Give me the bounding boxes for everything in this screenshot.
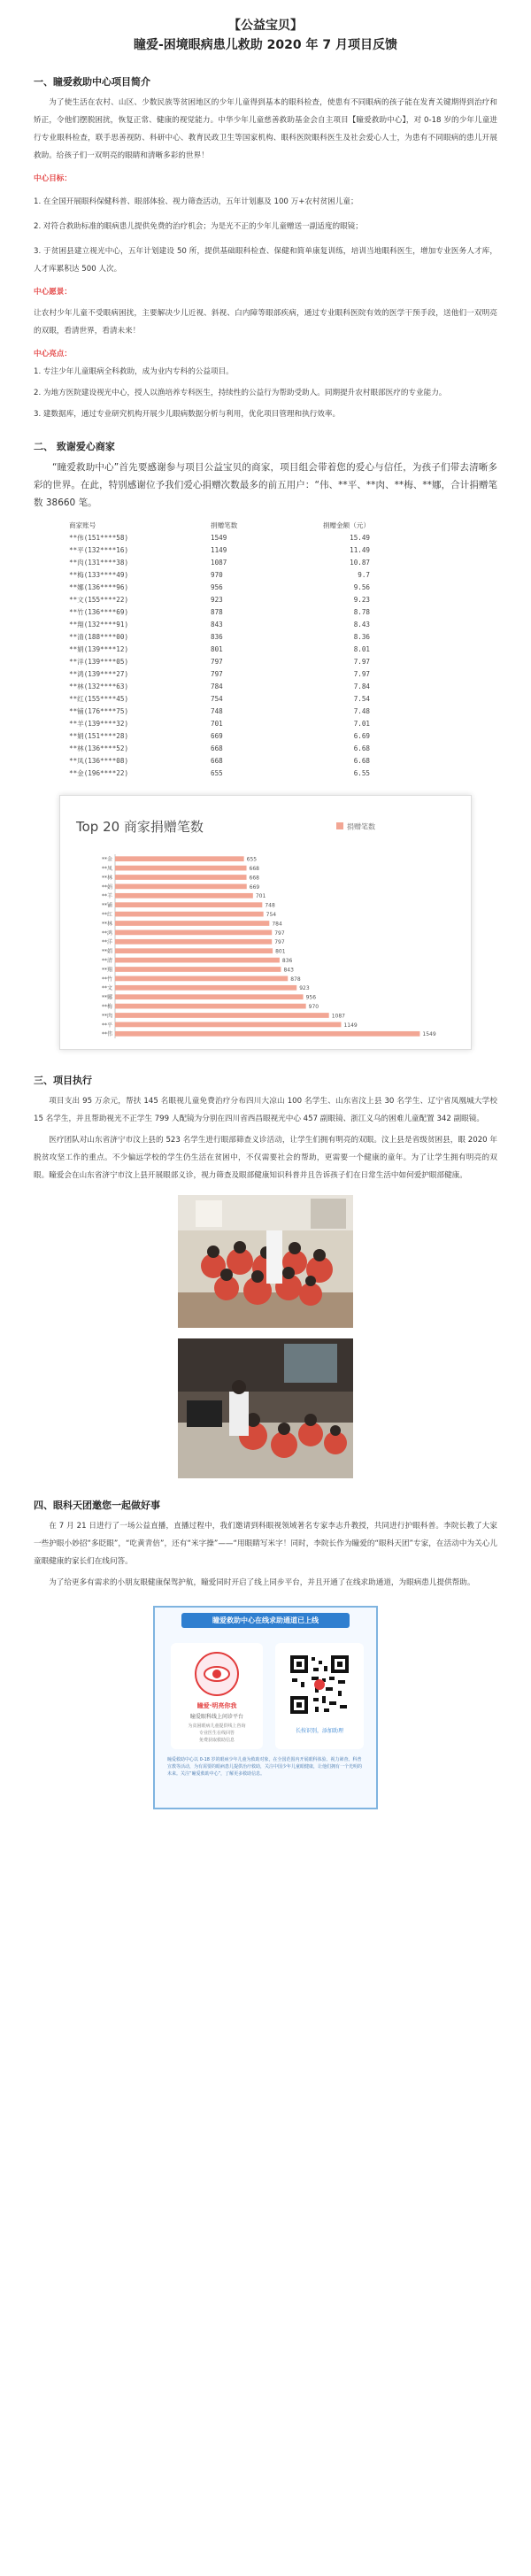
donor-account: **平(132****16) (69, 545, 129, 554)
donation-amount: 6.69 (353, 731, 370, 740)
table-row (69, 605, 370, 618)
donation-amount: 15.49 (350, 533, 370, 542)
donation-amount: 8.78 (353, 607, 370, 616)
bar (115, 856, 244, 861)
table-row (69, 568, 370, 581)
category-label: **平 (101, 1022, 112, 1029)
donation-count: 754 (211, 694, 223, 703)
table-row (69, 618, 370, 630)
category-label: **鸿 (101, 929, 112, 937)
poster-left-card (171, 1643, 263, 1749)
legend-swatch (336, 822, 343, 829)
category-label: **林 (101, 875, 112, 882)
category-label: **羊 (101, 893, 112, 900)
bar (115, 1022, 341, 1028)
donation-amount: 7.54 (353, 694, 370, 703)
donor-account: **娟(139****12) (69, 644, 129, 653)
bar (115, 884, 247, 890)
category-label: **金 (101, 856, 112, 863)
donor-account: **文(155****22) (69, 595, 129, 604)
thanks-paragraph: “瞳爱救助中心”首先要感谢参与项目公益宝贝的商家，项目组会带着您的爱心与信任，为孩子们带去清晰多彩的世界。在此，特别感谢位予我们爱心捐赠次数最多的前五用户：“伟、**平、**肉、**梅、**娜，合计捐赠笔数 38660 笔。 (34, 462, 497, 508)
poster-footer: 瞳爱救助中心以 0-18 岁的眼病少年儿童为救助对象，在全国范围内开展眼科体验、视力筛查、科普宣教等活动，为有需要的眼病患儿提供治疗救助，关注中国少年儿童眼健康，让他们拥有一个光明的未来。关注“瞳爱救助中心”，了解更多救助信息。 (167, 1757, 363, 1777)
donation-count: 784 (211, 682, 223, 690)
donor-account: **娜(136****96) (69, 582, 129, 591)
donation-amount: 6.68 (353, 756, 370, 765)
table-row (69, 655, 370, 667)
donor-account: **伟(151****58) (69, 533, 129, 542)
legend-label: 捐赠笔数 (347, 822, 375, 831)
value-label: 878 (290, 976, 301, 983)
point-item: 2. 为地方医院建设视光中心，授人以渔培养专科医生，持续性的公益行为帮助受助人。同期提升农村眼部医疗的专业能力。 (34, 389, 447, 397)
value-label: 668 (249, 865, 259, 872)
category-label: **铺 (101, 902, 112, 909)
donation-count: 797 (211, 657, 223, 666)
column-header: 商家账号 (69, 521, 96, 529)
bar (115, 930, 272, 936)
execution-paragraph: 项目支出 95 万余元，帮扶 145 名眼视儿童免费治疗分布四川大凉山 100 名学生、山东省汶上县 30 名学生、辽宁省凤凰城大学校 15 名学生，并且帮助视光不正学生 799 人配镜为分别在四川省西昌眼视光中心 457 副眼镜、浙江义乌的困难儿童配置 342 副眼镜。 (34, 1097, 497, 1123)
category-label: **梅 (101, 1003, 112, 1010)
donation-count: 1149 (211, 545, 227, 554)
category-label: **肉 (101, 1013, 112, 1020)
bar (115, 893, 253, 899)
donation-amount: 7.84 (353, 682, 370, 690)
header-tag: 【公益宝贝】 (228, 19, 303, 33)
donation-count: 669 (211, 731, 223, 740)
table-row (69, 742, 370, 754)
donor-account: **林(132****63) (69, 682, 129, 690)
category-label: **竹 (101, 976, 112, 983)
poster-line: 免费获取救助信息 (198, 1738, 235, 1743)
bar (115, 1031, 419, 1037)
bar (115, 939, 272, 945)
point-item: 1. 专注少年儿童眼病全科救助，成为业内专科的公益项目。 (34, 367, 234, 376)
points-label: 中心亮点： (34, 350, 72, 359)
poster-line: 专业医生在线回答 (198, 1731, 235, 1736)
value-label: 970 (308, 1003, 319, 1010)
donation-count: 956 (211, 582, 223, 591)
bar (115, 921, 269, 926)
value-label: 668 (249, 875, 259, 882)
category-label: **娟 (101, 948, 112, 955)
table-row (69, 593, 370, 605)
category-label: **娜 (101, 994, 112, 1001)
bar (115, 958, 280, 963)
category-label: **洋 (101, 939, 112, 946)
poster-brand: 瞳爱·明亮你我 (196, 1702, 237, 1709)
column-header: 捐赠金额（元） (322, 521, 370, 529)
bar (115, 948, 273, 953)
column-header: 捐赠笔数 (211, 521, 238, 529)
donor-table (69, 519, 370, 779)
table-row (69, 544, 370, 556)
table-row (69, 767, 370, 779)
category-label: **林 (101, 921, 112, 928)
table-row (69, 729, 370, 742)
donation-amount: 8.43 (353, 620, 370, 629)
donation-amount: 9.7 (358, 570, 370, 579)
value-label: 701 (255, 893, 266, 900)
donation-count: 923 (211, 595, 223, 604)
donation-count: 668 (211, 744, 223, 752)
table-row (69, 630, 370, 643)
donation-count: 801 (211, 644, 223, 653)
donation-count: 1087 (211, 558, 227, 567)
bar (115, 902, 262, 907)
table-row (69, 531, 370, 544)
bar (115, 1004, 306, 1009)
category-label: **清 (101, 957, 112, 964)
bar (115, 912, 264, 917)
bar (115, 976, 288, 982)
donation-amount: 6.55 (353, 768, 370, 777)
value-label: 748 (265, 902, 275, 909)
table-row (69, 717, 370, 729)
donation-count: 878 (211, 607, 223, 616)
section-title: 一、瞳爱救助中心项目简介 (34, 76, 150, 88)
donor-account: **鸿(139****27) (69, 669, 129, 678)
poster-qr-card[interactable] (275, 1643, 364, 1749)
category-label: **凤 (101, 865, 112, 872)
value-label: 1087 (331, 1013, 345, 1020)
donation-chart (59, 795, 472, 1050)
donation-count: 1549 (211, 533, 227, 542)
category-label: **伟 (101, 1031, 112, 1038)
table-header-row (69, 519, 370, 531)
intro-paragraph: 为了使生活在农村、山区、少数民族等贫困地区的少年儿童得到基本的眼科检查，使患有不同眼病的孩子能在发育关键期得到治疗和矫正，令他们摆脱困扰，恢复正常、健康的视觉能力。中华少年儿童慈善救助基金会自主项目【瞳爱救助中心】，对 0-18 岁的少年儿童进行专业眼科检查，联手思善视防、科研中心、教育民政卫生等国家机构、眼科医院眼科医生及社会爱心人士，为患有不同眼病的患儿开展救助。给孩子们一双明亮的眼睛和清晰多彩的世界！ (34, 98, 497, 160)
bar (115, 985, 296, 991)
help-channel-poster (153, 1606, 378, 1809)
donor-account: **竹(136****69) (69, 607, 129, 616)
donation-amount: 7.48 (353, 706, 370, 715)
poster-scan-hint: 长按识别，添加助理 (295, 1728, 343, 1734)
qr-code-icon[interactable] (289, 1654, 350, 1716)
donation-count: 748 (211, 706, 223, 715)
donation-amount: 9.23 (353, 595, 370, 604)
donor-account: **清(188****00) (69, 632, 129, 641)
table-row (69, 643, 370, 655)
donation-amount: 6.68 (353, 744, 370, 752)
goal-item: 3. 于贫困县建立视光中心，五年计划建设 50 所，提供基础眼科检查、保健和简单康复训练，培训当地眼科医生，增加专业医务人才库，人才库累积达 500 人次。 (34, 247, 497, 274)
value-label: 1549 (422, 1031, 436, 1038)
value-label: 956 (305, 994, 317, 1001)
donation-count: 668 (211, 756, 223, 765)
donation-amount: 8.36 (353, 632, 370, 641)
table-row (69, 754, 370, 767)
value-label: 797 (274, 929, 285, 937)
value-label: 1149 (343, 1022, 358, 1029)
value-label: 754 (266, 911, 277, 918)
chart-title: Top 20 商家捐赠笔数 (76, 819, 204, 835)
value-label: 797 (274, 939, 285, 946)
donation-amount: 7.97 (353, 657, 370, 666)
donation-count: 655 (211, 768, 223, 777)
section-thanks (34, 439, 497, 779)
livestream-paragraph: 在 7 月 21 日进行了一场公益直播，直播过程中，我们邀请到科眼视领域著名专家李志升教授，共同进行护眼科普。李院长教了大家一些护眼小妙招“多眨眼”，“吃黄青倍”，还有“米字操”——“用眼睛写米字！同时，李院长作为瞳爱的“眼科天团”专家，在活动中为关心儿童眼健康的家长们在线问答。 (34, 1522, 497, 1566)
livestream-paragraph: 为了给更多有需求的小朋友眼健康保驾护航，瞳爱同时开启了线上同步平台，并且开通了在线求助通道，为眼病患儿提供帮助。 (49, 1578, 475, 1587)
value-label: 784 (272, 921, 282, 928)
donor-account: **翔(132****91) (69, 620, 129, 629)
bar (115, 1013, 329, 1018)
goal-item: 1. 在全国开展眼科保健科普、眼部体验、视力筛查活动，五年计划惠及 100 万+农村贫困儿童； (34, 197, 358, 206)
donation-amount: 7.01 (353, 719, 370, 728)
table-row (69, 667, 370, 680)
vision-label: 中心愿景： (34, 288, 72, 297)
bar (115, 967, 281, 972)
value-label: 669 (249, 883, 260, 891)
photo-classroom (178, 1195, 353, 1328)
value-label: 923 (299, 985, 310, 992)
bar (115, 866, 247, 871)
vision-text: 让农村少年儿童不受眼病困扰，主要解决少儿近视、斜视、白内障等眼部疾病，通过专业眼科医院有效的医学干预手段，送他们一双明亮的双眼，看清世界，看清未来！ (34, 309, 497, 335)
section-livestream (34, 1498, 497, 1592)
category-label: **红 (101, 911, 112, 918)
donor-account: **金(196****22) (69, 768, 129, 777)
value-label: 655 (246, 856, 258, 863)
poster-title: 瞳爱救助中心在线求助通道已上线 (181, 1613, 350, 1628)
donation-amount: 9.56 (353, 582, 370, 591)
donor-account: **红(155****45) (69, 694, 129, 703)
donation-count: 843 (211, 620, 223, 629)
donation-count: 836 (211, 632, 223, 641)
value-label: 801 (275, 948, 286, 955)
goal-label: 中心目标： (34, 174, 72, 183)
donation-count: 970 (211, 570, 223, 579)
donation-amount: 10.87 (350, 558, 370, 567)
donor-account: **凤(136****08) (69, 756, 129, 765)
logo-icon (193, 1650, 241, 1698)
donation-amount: 8.01 (353, 644, 370, 653)
page-title: 瞳爱-困境眼病患儿救助 2020 年 7 月项目反馈 (133, 38, 397, 52)
donor-account: **肉(131****38) (69, 558, 129, 567)
donation-amount: 11.49 (350, 545, 370, 554)
section-execution (34, 1073, 497, 1184)
table-row (69, 692, 370, 705)
bar (115, 875, 247, 880)
poster-subtitle: 瞳爱眼科线上问诊平台 (189, 1714, 243, 1720)
donation-count: 701 (211, 719, 223, 728)
table-row (69, 680, 370, 692)
donation-amount: 7.97 (353, 669, 370, 678)
chart-svg (60, 796, 473, 1051)
goal-item: 2. 对符合救助标准的眼病患儿提供免费的治疗机会；为是光不正的少年儿童赠送一副适度的眼镜； (34, 222, 363, 231)
donor-account: **铺(176****75) (69, 706, 129, 715)
table-row (69, 556, 370, 568)
section-title: 四、眼科天团邀您一起做好事 (34, 1500, 160, 1511)
value-label: 836 (281, 957, 293, 964)
execution-paragraph: 医疗团队对山东省济宁市汶上县的 523 名学生进行眼部筛查义诊活动，让学生们拥有明亮的双眼。汶上县是省级贫困县，眼 2020 年脱贫攻坚工作的重点。不少偏远学校的学生仍生活在贫困中，不仅需要社会的帮助，更需要一个健康的童年。为了让学生拥有明亮的双眼。瞳爱会在山东省济宁市汶上县开展眼部义诊，视力筛查及眼部健康知识科普并且告诉孩子们在日常生活中如何爱护眼部健康。 (34, 1136, 497, 1180)
section-intro (34, 74, 497, 423)
section-title: 三、项目执行 (34, 1075, 92, 1086)
header (0, 0, 531, 55)
donor-account: **娟(151****28) (69, 731, 129, 740)
section-title: 二、 致谢爱心商家 (34, 441, 115, 452)
photo-eye-exam (178, 1338, 353, 1478)
value-label: 843 (283, 967, 294, 974)
bar (115, 994, 304, 999)
donor-account: **羊(139****32) (69, 719, 129, 728)
donor-account: **洋(139****05) (69, 657, 129, 666)
category-label: **翔 (101, 967, 112, 974)
donation-count: 797 (211, 669, 223, 678)
category-label: **文 (101, 985, 112, 992)
point-item: 3. 建数据库，通过专业研究机构开展少儿眼病数据分析与利用，优化项目管理和执行效率。 (34, 410, 341, 419)
donor-account: **林(136****52) (69, 744, 129, 752)
table-row (69, 705, 370, 717)
category-label: **娟 (101, 883, 112, 891)
poster-line: 为贫困眼病儿童提供线上咨询 (188, 1724, 246, 1729)
table-row (69, 581, 370, 593)
donor-account: **梅(133****49) (69, 570, 129, 579)
